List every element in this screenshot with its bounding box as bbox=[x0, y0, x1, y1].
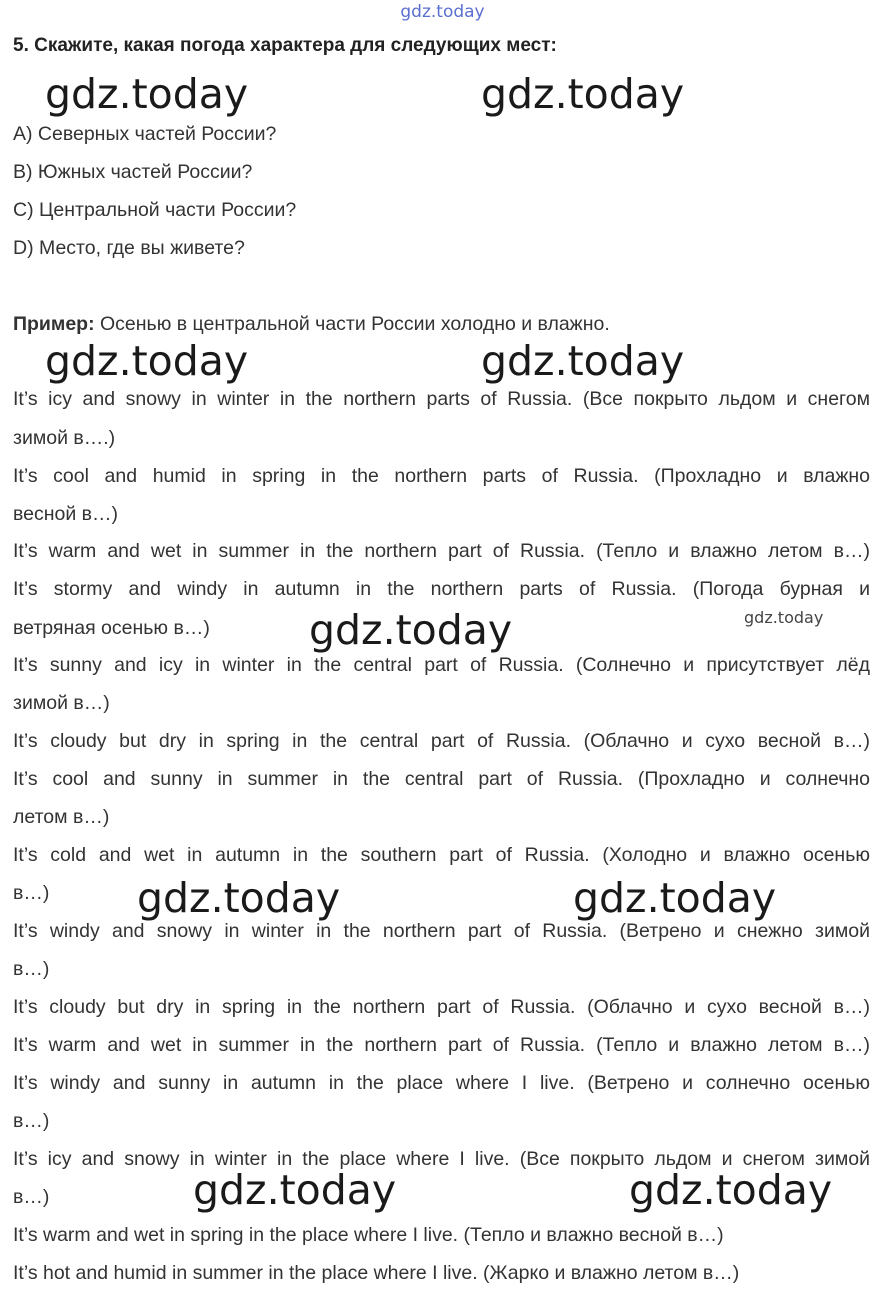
answer-line: весной в…) bbox=[13, 503, 119, 525]
watermark-small: gdz.today bbox=[744, 608, 824, 627]
answer-line: It’s cool and humid in spring in the northern parts of Russia. (Прохладно и влажно bbox=[13, 465, 870, 487]
header-watermark: gdz.today bbox=[400, 2, 485, 22]
answer-line: в…) bbox=[13, 1186, 50, 1208]
question-a: A) Северных частей России? bbox=[13, 123, 277, 145]
watermark: gdz.today bbox=[45, 337, 249, 385]
answer-line: в…) bbox=[13, 882, 50, 904]
answer-line: It’s cloudy but dry in spring in the northern part of Russia. (Облачно и сухо весной в…) bbox=[13, 996, 870, 1018]
watermark: gdz.today bbox=[309, 606, 513, 654]
watermark: gdz.today bbox=[481, 70, 685, 118]
example bbox=[13, 313, 610, 336]
answer-line: It’s windy and sunny in autumn in the place where I live. (Ветрено и солнечно осенью bbox=[13, 1072, 870, 1094]
answer-line: It’s warm and wet in summer in the northern part of Russia. (Тепло и влажно летом в…) bbox=[13, 540, 870, 562]
answer-line: It’s stormy and windy in autumn in the northern parts of Russia. (Погода бурная и bbox=[13, 578, 870, 600]
watermark: gdz.today bbox=[629, 1166, 833, 1214]
example-label: Пример: bbox=[13, 313, 95, 335]
question-c: C) Центральной части России? bbox=[13, 199, 297, 221]
answer-line: It’s icy and snowy in winter in the northern parts of Russia. (Все покрыто льдом и снегом bbox=[13, 388, 870, 410]
answer-line: It’s cool and sunny in summer in the central part of Russia. (Прохладно и солнечно bbox=[13, 768, 870, 790]
watermark: gdz.today bbox=[193, 1166, 397, 1214]
question-b: B) Южных частей России? bbox=[13, 161, 253, 183]
answer-line: ветряная осенью в…) bbox=[13, 617, 210, 639]
answer-line: It’s windy and snowy in winter in the northern part of Russia. (Ветрено и снежно зимой bbox=[13, 920, 870, 942]
answer-line: It’s sunny and icy in winter in the central part of Russia. (Солнечно и присутствует лёд bbox=[13, 654, 870, 676]
question-d: D) Место, где вы живете? bbox=[13, 237, 245, 259]
answer-line: летом в…) bbox=[13, 806, 110, 828]
answer-line: в…) bbox=[13, 1110, 50, 1132]
answer-line: It’s warm and wet in spring in the place where I live. (Тепло и влажно весной в…) bbox=[13, 1224, 724, 1246]
answer-line: It’s cloudy but dry in spring in the central part of Russia. (Облачно и сухо весной в…) bbox=[13, 730, 870, 752]
answer-line: It’s icy and snowy in winter in the place where I live. (Все покрыто льдом и снегом зимой bbox=[13, 1148, 870, 1170]
answer-line: в…) bbox=[13, 958, 50, 980]
watermark: gdz.today bbox=[481, 337, 685, 385]
answer-line: It’s cold and wet in autumn in the southern part of Russia. (Холодно и влажно осенью bbox=[13, 844, 870, 866]
answer-line: зимой в…) bbox=[13, 692, 110, 714]
answer-line: It’s warm and wet in summer in the northern part of Russia. (Тепло и влажно летом в…) bbox=[13, 1034, 870, 1056]
answer-line: зимой в….) bbox=[13, 427, 116, 449]
watermark: gdz.today bbox=[137, 874, 341, 922]
watermark: gdz.today bbox=[45, 70, 249, 118]
watermark: gdz.today bbox=[573, 874, 777, 922]
example-text: Осенью в центральной части России холодно и влажно. bbox=[100, 313, 610, 335]
answer-line: It’s hot and humid in summer in the place where I live. (Жарко и влажно летом в…) bbox=[13, 1262, 740, 1284]
exercise-title: 5. Скажите, какая погода характера для следующих мест: bbox=[13, 35, 557, 56]
